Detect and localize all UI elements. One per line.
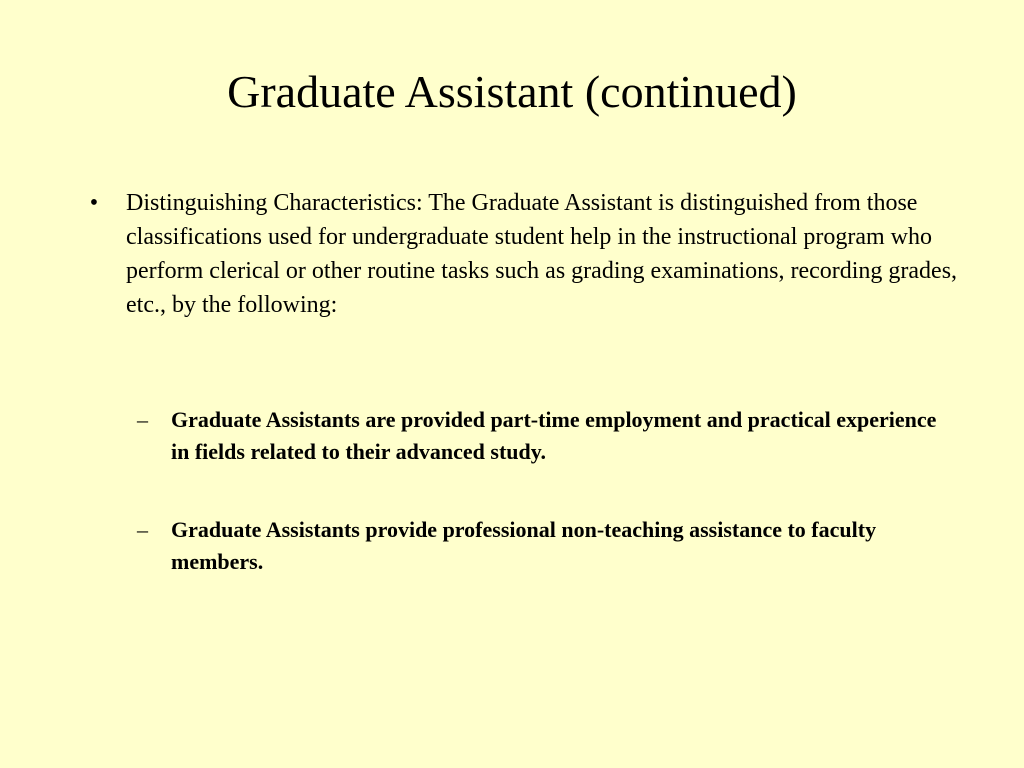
sub-bullet-text: Graduate Assistants are provided part-time employment and practical experience in fields related to their advanced study. [171,407,937,464]
bullet-text: Distinguishing Characteristics: The Graduate Assistant is distinguished from those classifications used for undergraduate student help in the instructional program who perform clerical or other routine tasks such as grading examinations, recording grades, etc., by the following: [126,190,958,318]
slide-title: Graduate Assistant (continued) [227,66,797,117]
bullet-item [84,186,964,322]
sub-bullet-item [137,514,937,578]
sub-bullet-text: Graduate Assistants provide professional non-teaching assistance to faculty members. [171,517,877,574]
dash-marker: – [137,517,148,542]
dash-marker: – [137,407,148,432]
bullet-list [84,186,964,322]
sub-bullet-item [137,404,937,468]
bullet-marker: • [89,190,99,216]
sub-bullet-list [137,404,937,624]
